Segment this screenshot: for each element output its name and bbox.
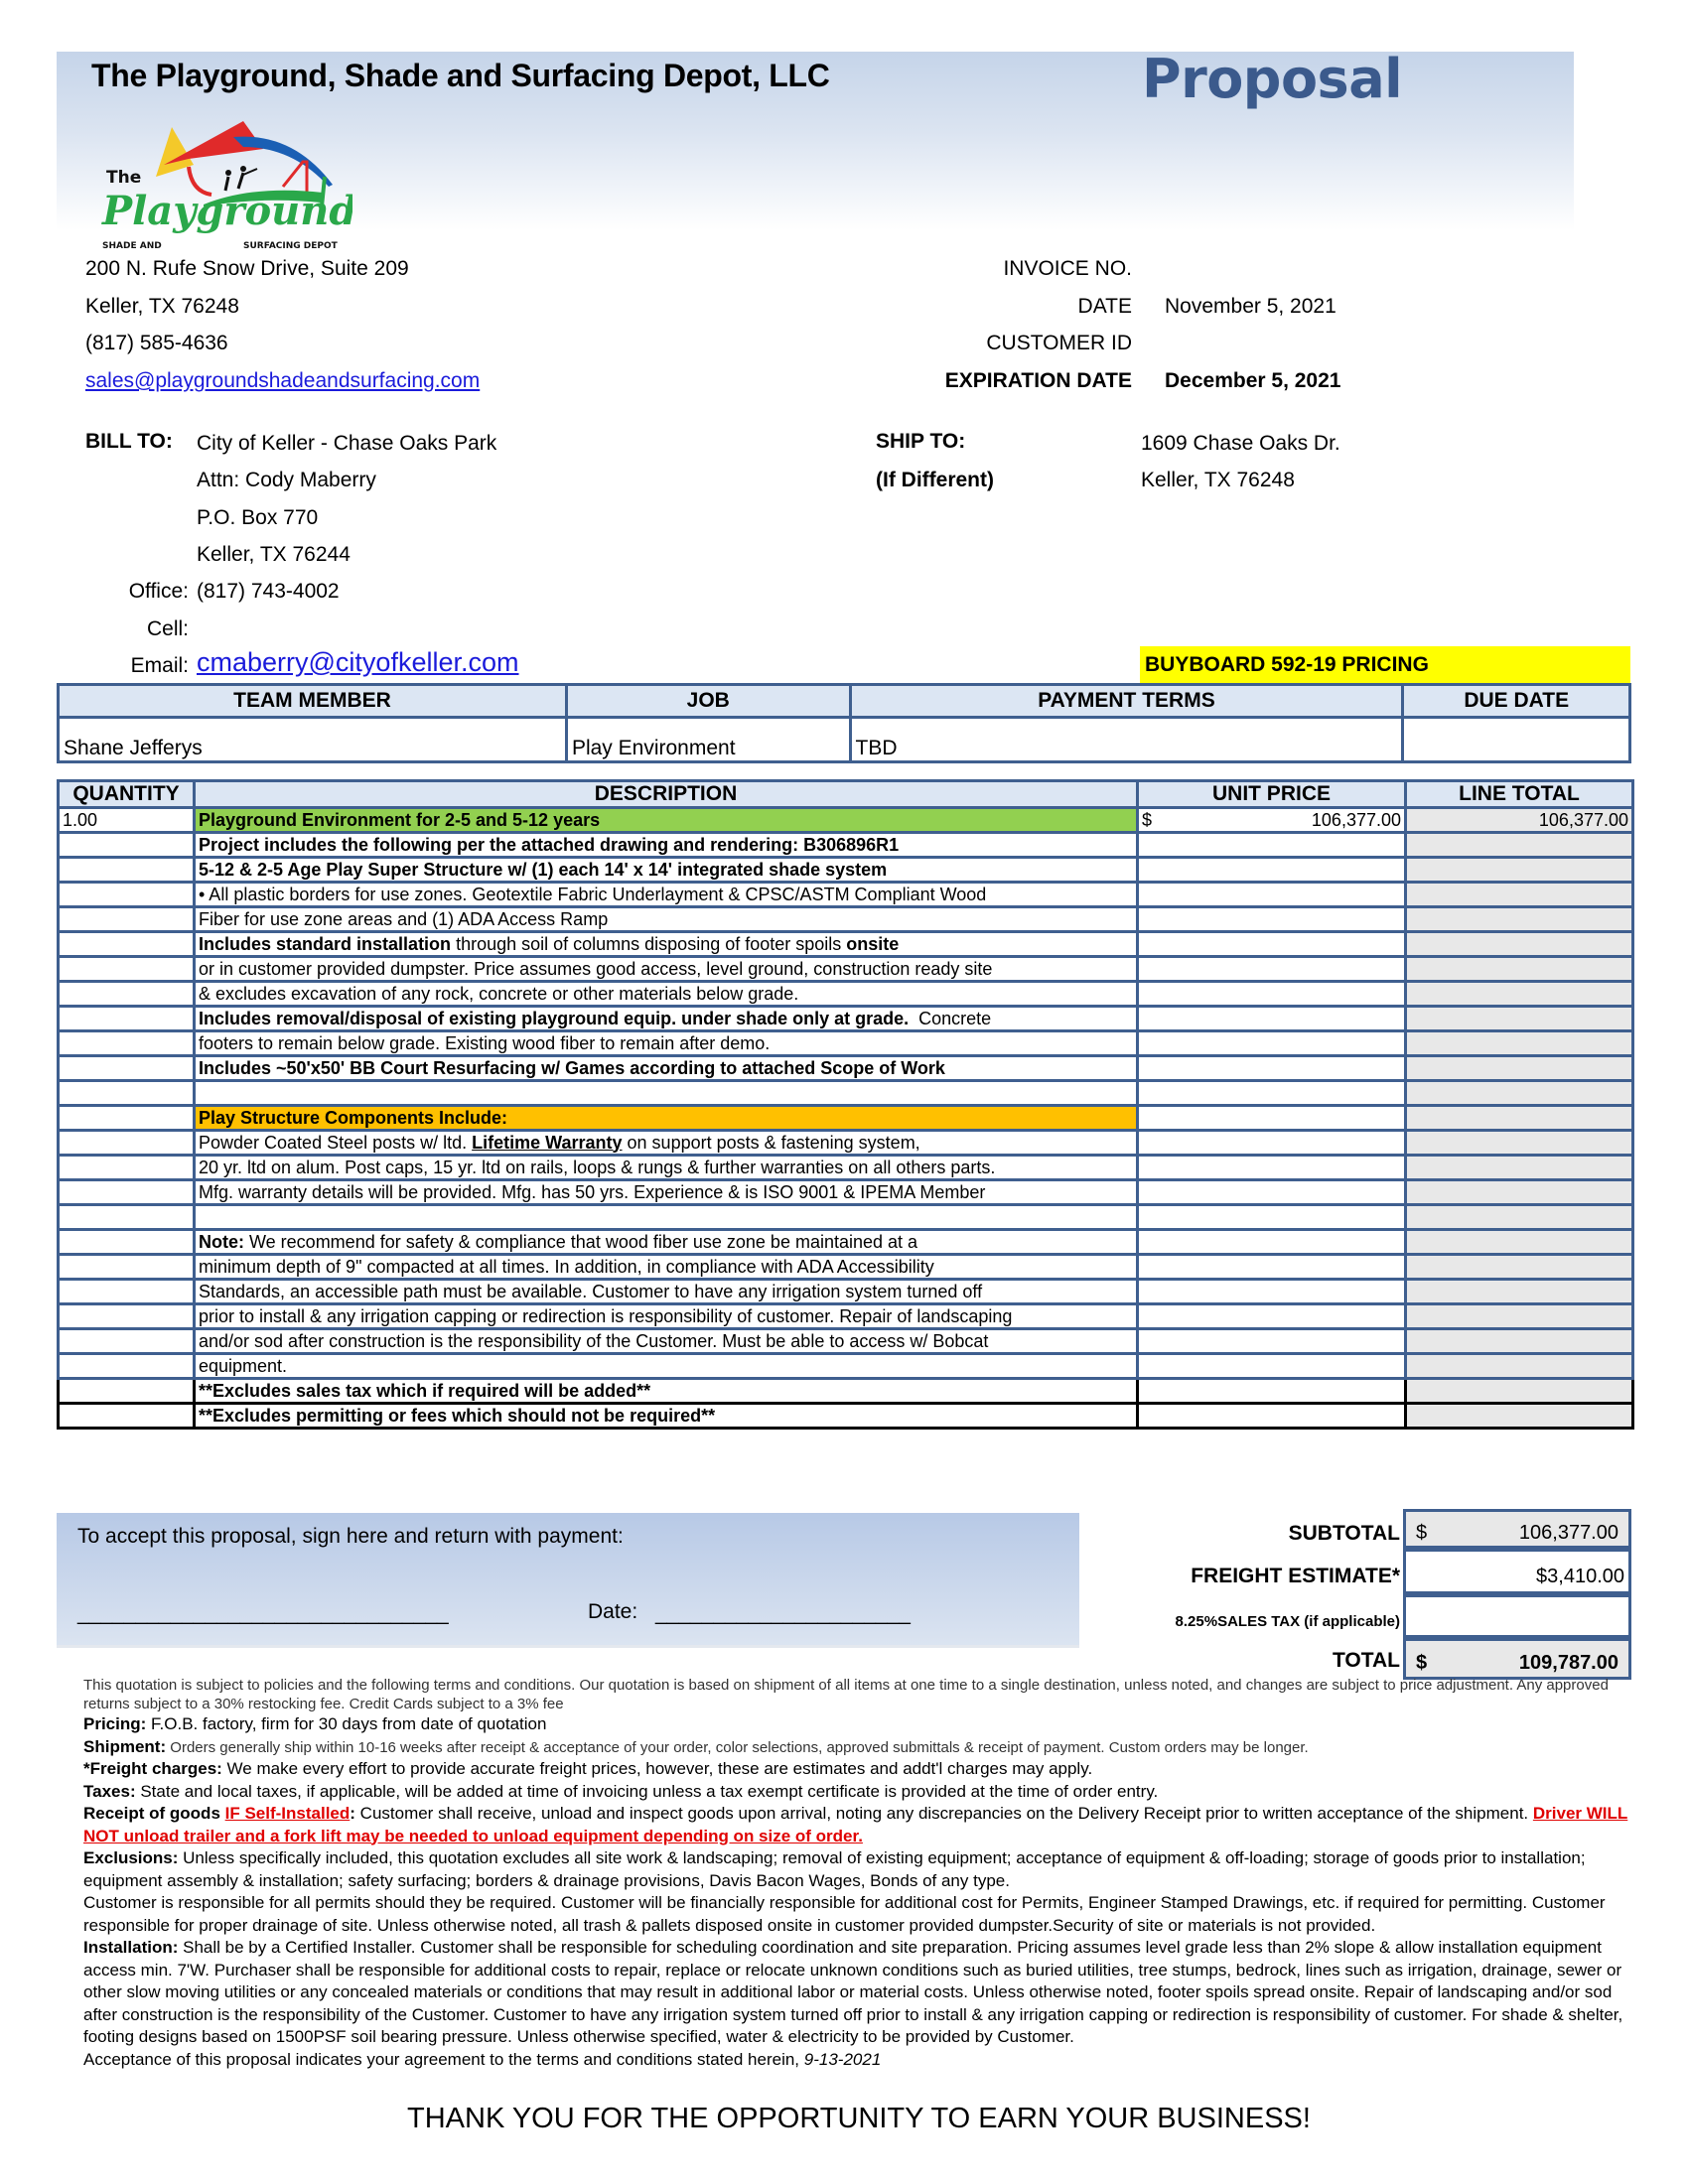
- lifetime-warranty-text: Lifetime Warranty: [472, 1132, 623, 1153]
- bill-to-line: City of Keller - Chase Oaks Park: [197, 432, 497, 455]
- unit-price-cell: [1138, 1304, 1406, 1329]
- quantity-cell: [59, 1205, 195, 1230]
- thank-you-footer: THANK YOU FOR THE OPPORTUNITY TO EARN YOUR BUSINESS!: [407, 2103, 1311, 2134]
- terms-installation: [83, 1937, 1632, 2049]
- total-value: 109,787.00: [1518, 1652, 1618, 1674]
- description-header: DESCRIPTION: [195, 781, 1138, 808]
- quantity-cell: [59, 1007, 195, 1031]
- description-text: on support posts & fastening system,: [622, 1132, 920, 1153]
- table-row: [59, 1156, 1633, 1180]
- sales-tax-label: 8.25%SALES TAX (if applicable): [1175, 1613, 1400, 1630]
- description-cell: & excludes excavation of any rock, concrete or other materials below grade.: [195, 982, 1138, 1007]
- description-text: through soil of columns disposing of footer spoils: [451, 933, 847, 954]
- payment-terms-header: PAYMENT TERMS: [850, 685, 1403, 718]
- line-total-cell: [1406, 1131, 1633, 1156]
- table-row: [59, 907, 1633, 932]
- bill-to-line: P.O. Box 770: [197, 506, 319, 529]
- line-total-cell: [1406, 1205, 1633, 1230]
- job-header: JOB: [566, 685, 850, 718]
- description-cell: Playground Environment for 2-5 and 5-12 years: [195, 808, 1138, 833]
- freight-label: FREIGHT ESTIMATE*: [1191, 1565, 1400, 1587]
- description-bold-text: Note:: [199, 1231, 244, 1252]
- unit-price-cell: [1138, 1354, 1406, 1379]
- description-cell: **Excludes permitting or fees which should not be required**: [195, 1404, 1138, 1429]
- table-row: [59, 833, 1633, 858]
- pricing-banner: [1140, 646, 1630, 683]
- line-total-cell: [1406, 1180, 1633, 1205]
- description-cell: • All plastic borders for use zones. Geotextile Fabric Underlayment & CPSC/ASTM Compliant Wood: [195, 883, 1138, 907]
- quantity-cell: [59, 833, 195, 858]
- unit-price-cell: [1138, 1081, 1406, 1106]
- quantity-cell: [59, 1106, 195, 1131]
- terms-intro: This quotation is subject to policies and the following terms and conditions. Our quotation is based on shipment of all items at one time to a single destination, unless noted, and changes are subject to price adjustment. Any approved returns subject to a 30% restocking fee. Credit Cards subject to a 3% fee: [83, 1677, 1609, 1712]
- quantity-cell: [59, 858, 195, 883]
- unit-price-cell: [1138, 858, 1406, 883]
- description-text: We recommend for safety & compliance that wood fiber use zone be maintained at a: [244, 1231, 918, 1252]
- terms-permits: Customer is responsible for all permits should they be required. Customer will be financially responsible for additional cost for Permits, Engineer Stamped Drawings, etc. if required for permitting. Customer responsible for proper drainage of site. Unless otherwise noted, all trash & pallets disposed onsite in customer provided dumpster.Security of site or materials is not provided.: [83, 1893, 1606, 1935]
- invoice-no-label: INVOICE NO.: [1003, 257, 1132, 280]
- quantity-cell: [59, 1180, 195, 1205]
- table-row: [59, 982, 1633, 1007]
- receipt-colon: :: [350, 1804, 355, 1823]
- subtotal-label: SUBTOTAL: [1288, 1522, 1400, 1545]
- receipt-label: Receipt of goods: [83, 1804, 225, 1823]
- total-box: [1403, 1638, 1631, 1680]
- description-cell: [195, 1205, 1138, 1230]
- subtotal-currency: $: [1416, 1522, 1428, 1544]
- unit-price-cell: [1138, 1255, 1406, 1280]
- description-cell: **Excludes sales tax which if required will be added**: [195, 1379, 1138, 1404]
- unit-price-cell: [1138, 957, 1406, 982]
- team-member-header: TEAM MEMBER: [59, 685, 567, 718]
- line-total-cell: 106,377.00: [1406, 808, 1633, 833]
- unit-price-cell: [1138, 1329, 1406, 1354]
- unit-price-cell: [1138, 808, 1406, 833]
- line-total-cell: [1406, 1156, 1633, 1180]
- terms-freight: [83, 1758, 1632, 1781]
- description-cell: equipment.: [195, 1354, 1138, 1379]
- terms-exclusions: [83, 1847, 1632, 1892]
- table-row: [59, 1329, 1633, 1354]
- table-row: [59, 932, 1633, 957]
- freight-box: [1403, 1549, 1631, 1594]
- expiration-date-label: EXPIRATION DATE: [944, 369, 1132, 392]
- acceptance-prompt: To accept this proposal, sign here and return with payment:: [77, 1525, 624, 1548]
- line-total-cell: [1406, 1329, 1633, 1354]
- exclusions-label: Exclusions:: [83, 1848, 179, 1867]
- ship-to-sublabel: (If Different): [876, 469, 994, 491]
- description-cell: Project includes the following per the attached drawing and rendering: B306896R1: [195, 833, 1138, 858]
- table-row: [59, 1007, 1633, 1031]
- svg-text:SURFACING DEPOT: SURFACING DEPOT: [243, 241, 338, 251]
- installation-text: Shall be by a Certified Installer. Customer shall be responsible for scheduling coordination and site preparation. Pricing assumes level grade less than 2% slope & allow installation equipment access min. 7'W. Purchaser shall be responsible for additional costs to repair, replace or relocate unknown conditions such as buried utilities, tree stumps, bedrock, lines such as irrigation, drainage, sewer or other slow moving utilities or any concealed materials or conditions that may result in additional labor or material costs. Unless otherwise noted, footer spoils spread onsite. Repair of landscaping and/or sod after construction is the responsibility of the Customer. Customer to have any irrigation system turned off prior to install & any irrigation capping or redirection is responsibility of customer. For shade & shelter, footing designs based on 1500PSF soil bearing pressure. Unless otherwise specified, water & electricity to be provided by Customer.: [83, 1938, 1623, 2046]
- description-bold-text: onsite: [846, 933, 900, 954]
- due-date-header: DUE DATE: [1403, 685, 1630, 718]
- team-table: [57, 683, 1631, 763]
- ship-to-line: Keller, TX 76248: [1141, 469, 1295, 491]
- quantity-cell: [59, 982, 195, 1007]
- subtotal-value: 106,377.00: [1518, 1522, 1618, 1544]
- date-value: November 5, 2021: [1165, 295, 1336, 318]
- description-cell: [195, 1230, 1138, 1255]
- quantity-cell: [59, 1379, 195, 1404]
- company-logo: [94, 107, 352, 254]
- description-cell: 5-12 & 2-5 Age Play Super Structure w/ (1) each 14' x 14' integrated shade system: [195, 858, 1138, 883]
- expiration-date-value: December 5, 2021: [1165, 369, 1341, 392]
- shipment-label: Shipment:: [83, 1736, 167, 1756]
- bill-to-label: BILL TO:: [85, 430, 173, 453]
- description-text: Powder Coated Steel posts w/ ltd.: [199, 1132, 473, 1153]
- unit-price-cell: [1138, 907, 1406, 932]
- cell-label: Cell:: [146, 617, 189, 640]
- line-total-cell: [1406, 1304, 1633, 1329]
- company-name: The Playground, Shade and Surfacing Depot, LLC: [91, 58, 830, 93]
- line-total-cell: [1406, 833, 1633, 858]
- unit-price-cell: [1138, 932, 1406, 957]
- quantity-cell: [59, 1056, 195, 1081]
- description-cell: Mfg. warranty details will be provided. Mfg. has 50 yrs. Experience & is ISO 9001 & IPEMA Member: [195, 1180, 1138, 1205]
- pricing-label: Pricing:: [83, 1714, 147, 1733]
- quantity-cell: [59, 1255, 195, 1280]
- quantity-cell: [59, 907, 195, 932]
- table-row: [59, 1304, 1633, 1329]
- description-cell: prior to install & any irrigation capping or redirection is responsibility of customer. Repair of landscaping: [195, 1304, 1138, 1329]
- line-total-cell: [1406, 957, 1633, 982]
- description-cell: [195, 1131, 1138, 1156]
- table-row: [59, 1031, 1633, 1056]
- line-total-cell: [1406, 1404, 1633, 1429]
- table-row: [59, 1255, 1633, 1280]
- quantity-cell: [59, 1156, 195, 1180]
- description-cell: and/or sod after construction is the responsibility of the Customer. Must be able to access w/ Bobcat: [195, 1329, 1138, 1354]
- team-member-value: Shane Jefferys: [59, 718, 567, 762]
- unit-price-cell: [1138, 883, 1406, 907]
- signature-line[interactable]: ________________________________: [77, 1602, 449, 1625]
- line-total-cell: [1406, 1081, 1633, 1106]
- table-row: [59, 858, 1633, 883]
- unit-price-cell: [1138, 833, 1406, 858]
- description-bold-text: Includes removal/disposal of existing playground equip. under shade only at grade.: [199, 1008, 910, 1028]
- table-row: [59, 1056, 1633, 1081]
- line-total-header: LINE TOTAL: [1406, 781, 1633, 808]
- table-row: [59, 1106, 1633, 1131]
- due-date-value: [1403, 718, 1630, 762]
- description-cell: Play Structure Components Include:: [195, 1106, 1138, 1131]
- svg-text:SHADE AND: SHADE AND: [102, 241, 162, 251]
- email-label: Email:: [130, 654, 189, 677]
- unit-price-cell: [1138, 1031, 1406, 1056]
- taxes-text: State and local taxes, if applicable, will be added at time of invoicing unless a tax exempt certificate is provided at the time of order entry.: [135, 1781, 1159, 1801]
- line-total-cell: [1406, 1056, 1633, 1081]
- freight-value: $3,410.00: [1536, 1566, 1624, 1587]
- pricing-banner-text: BUYBOARD 592-19 PRICING: [1145, 653, 1429, 676]
- freight-charges-label: *Freight charges:: [83, 1759, 222, 1778]
- unit-price-cell: [1138, 1205, 1406, 1230]
- quantity-cell: [59, 1354, 195, 1379]
- svg-text:Playground: Playground: [102, 188, 352, 234]
- terms-pricing: [83, 1713, 1632, 1736]
- table-row: [59, 1280, 1633, 1304]
- terms-shipment: [83, 1736, 1632, 1759]
- table-row: [59, 1180, 1633, 1205]
- description-bold-text: Includes standard installation: [199, 933, 452, 954]
- terms-acceptance: [83, 2049, 1632, 2072]
- line-total-cell: [1406, 1230, 1633, 1255]
- unit-price-cell: [1138, 1106, 1406, 1131]
- subtotal-box: [1403, 1509, 1631, 1549]
- job-value: Play Environment: [566, 718, 850, 762]
- unit-price-cell: [1138, 982, 1406, 1007]
- terms-and-conditions: [83, 1676, 1632, 2071]
- quantity-cell: [59, 957, 195, 982]
- quantity-cell: [59, 883, 195, 907]
- company-address-line1: 200 N. Rufe Snow Drive, Suite 209: [85, 257, 409, 280]
- table-row: [59, 957, 1633, 982]
- office-label: Office:: [128, 580, 189, 603]
- ship-to-label: SHIP TO:: [876, 430, 966, 453]
- unit-price-cell: [1138, 1379, 1406, 1404]
- company-phone: (817) 585-4636: [85, 332, 228, 354]
- unit-price-header: UNIT PRICE: [1138, 781, 1406, 808]
- quantity-cell: [59, 1131, 195, 1156]
- table-row: [59, 1404, 1633, 1429]
- line-total-cell: [1406, 907, 1633, 932]
- office-phone: (817) 743-4002: [197, 580, 340, 603]
- freight-charges-text: We make every effort to provide accurate freight prices, however, these are estimates and addt'l charges may apply.: [221, 1759, 1093, 1778]
- quantity-cell: [59, 932, 195, 957]
- playground-logo-icon: [94, 107, 352, 254]
- terms-taxes: [83, 1781, 1632, 1804]
- description-cell: Standards, an accessible path must be available. Customer to have any irrigation system turned off: [195, 1280, 1138, 1304]
- installation-label: Installation:: [83, 1938, 179, 1957]
- sales-tax-box: [1403, 1594, 1631, 1638]
- quantity-cell: 1.00: [59, 808, 195, 833]
- line-total-cell: [1406, 932, 1633, 957]
- table-row: [59, 1205, 1633, 1230]
- receipt-text: Customer shall receive, unload and inspect goods upon arrival, noting any discrepancies on the Delivery Receipt prior to written acceptance of the shipment.: [354, 1804, 1533, 1823]
- document-title: Proposal: [1142, 48, 1403, 110]
- unit-price-cell: [1138, 1131, 1406, 1156]
- pricing-text: F.O.B. factory, firm for 30 days from date of quotation: [146, 1714, 547, 1733]
- taxes-label: Taxes:: [83, 1781, 136, 1801]
- driver-warning: Driver WILL NOT unload trailer and a fork lift may be needed to unload equipment depending on size of order.: [83, 1804, 1628, 1845]
- line-total-cell: [1406, 883, 1633, 907]
- line-total-cell: [1406, 1379, 1633, 1404]
- description-cell: 20 yr. ltd on alum. Post caps, 15 yr. ltd on rails, loops & rungs & further warranties on all others parts.: [195, 1156, 1138, 1180]
- exclusions-text: Unless specifically included, this quotation excludes all site work & landscaping; removal of existing equipment; acceptance of equipment & off-loading; storage of goods prior to installation; equipment assembly & installation; safety surfacing; borders & drainage provisions, Davis Bacon Wages, Bonds of any type.: [83, 1848, 1586, 1890]
- quantity-header: QUANTITY: [59, 781, 195, 808]
- acceptance-text: Acceptance of this proposal indicates your agreement to the terms and conditions stated herein,: [83, 2049, 804, 2069]
- unit-price-value: 106,377.00: [1311, 809, 1401, 830]
- description-cell: or in customer provided dumpster. Price assumes good access, level ground, construction ready site: [195, 957, 1138, 982]
- unit-price-cell: [1138, 1230, 1406, 1255]
- company-address-line2: Keller, TX 76248: [85, 295, 239, 318]
- description-text: Concrete: [909, 1008, 992, 1028]
- description-cell: [195, 1007, 1138, 1031]
- bill-to-line: Attn: Cody Maberry: [197, 469, 376, 491]
- ship-to-line: 1609 Chase Oaks Dr.: [1141, 432, 1340, 455]
- table-row: [59, 1379, 1633, 1404]
- unit-price-cell: [1138, 1180, 1406, 1205]
- company-email-link[interactable]: sales@playgroundshadeandsurfacing.com: [85, 369, 481, 392]
- revision-date: 9-13-2021: [803, 2049, 882, 2069]
- description-cell: footers to remain below grade. Existing wood fiber to remain after demo.: [195, 1031, 1138, 1056]
- date-label: DATE: [1077, 295, 1132, 318]
- line-total-cell: [1406, 1280, 1633, 1304]
- svg-text:The: The: [106, 168, 142, 188]
- total-label: TOTAL: [1332, 1649, 1400, 1672]
- description-cell: [195, 1081, 1138, 1106]
- unit-price-cell: [1138, 1056, 1406, 1081]
- quantity-cell: [59, 1081, 195, 1106]
- quantity-cell: [59, 1031, 195, 1056]
- currency-symbol: $: [1142, 809, 1153, 830]
- unit-price-cell: [1138, 1404, 1406, 1429]
- unit-price-cell: [1138, 1007, 1406, 1031]
- line-total-cell: [1406, 1354, 1633, 1379]
- table-row: [59, 883, 1633, 907]
- table-row: [59, 1131, 1633, 1156]
- shipment-text: Orders generally ship within 10-16 weeks after receipt & acceptance of your order, color selections, approved submittals & receipt of payment. Custom orders may be longer.: [166, 1738, 1309, 1756]
- table-row: [59, 1081, 1633, 1106]
- unit-price-cell: [1138, 1156, 1406, 1180]
- line-items-table: [57, 779, 1634, 1430]
- description-cell: Fiber for use zone areas and (1) ADA Access Ramp: [195, 907, 1138, 932]
- date-label: Date:: [588, 1600, 638, 1623]
- table-row: [59, 808, 1633, 833]
- terms-receipt: [83, 1803, 1632, 1847]
- bill-to-line: Keller, TX 76244: [197, 543, 351, 566]
- payment-terms-value: TBD: [850, 718, 1403, 762]
- customer-id-label: CUSTOMER ID: [986, 332, 1132, 354]
- total-currency: $: [1416, 1652, 1428, 1674]
- quantity-cell: [59, 1230, 195, 1255]
- unit-price-cell: [1138, 1280, 1406, 1304]
- line-total-cell: [1406, 1106, 1633, 1131]
- customer-email-link[interactable]: cmaberry@cityofkeller.com: [197, 647, 519, 677]
- quantity-cell: [59, 1280, 195, 1304]
- table-row: [59, 1354, 1633, 1379]
- table-row: [59, 1230, 1633, 1255]
- quantity-cell: [59, 1404, 195, 1429]
- line-total-cell: [1406, 1031, 1633, 1056]
- date-line[interactable]: ______________________: [655, 1602, 911, 1625]
- quantity-cell: [59, 1329, 195, 1354]
- description-cell: minimum depth of 9" compacted at all times. In addition, in compliance with ADA Accessibility: [195, 1255, 1138, 1280]
- quantity-cell: [59, 1304, 195, 1329]
- line-total-cell: [1406, 982, 1633, 1007]
- self-installed-flag: IF Self-Installed: [224, 1804, 351, 1823]
- line-total-cell: [1406, 1255, 1633, 1280]
- description-cell: Includes ~50'x50' BB Court Resurfacing w/ Games according to attached Scope of Work: [195, 1056, 1138, 1081]
- description-cell: [195, 932, 1138, 957]
- line-total-cell: [1406, 858, 1633, 883]
- line-total-cell: [1406, 1007, 1633, 1031]
